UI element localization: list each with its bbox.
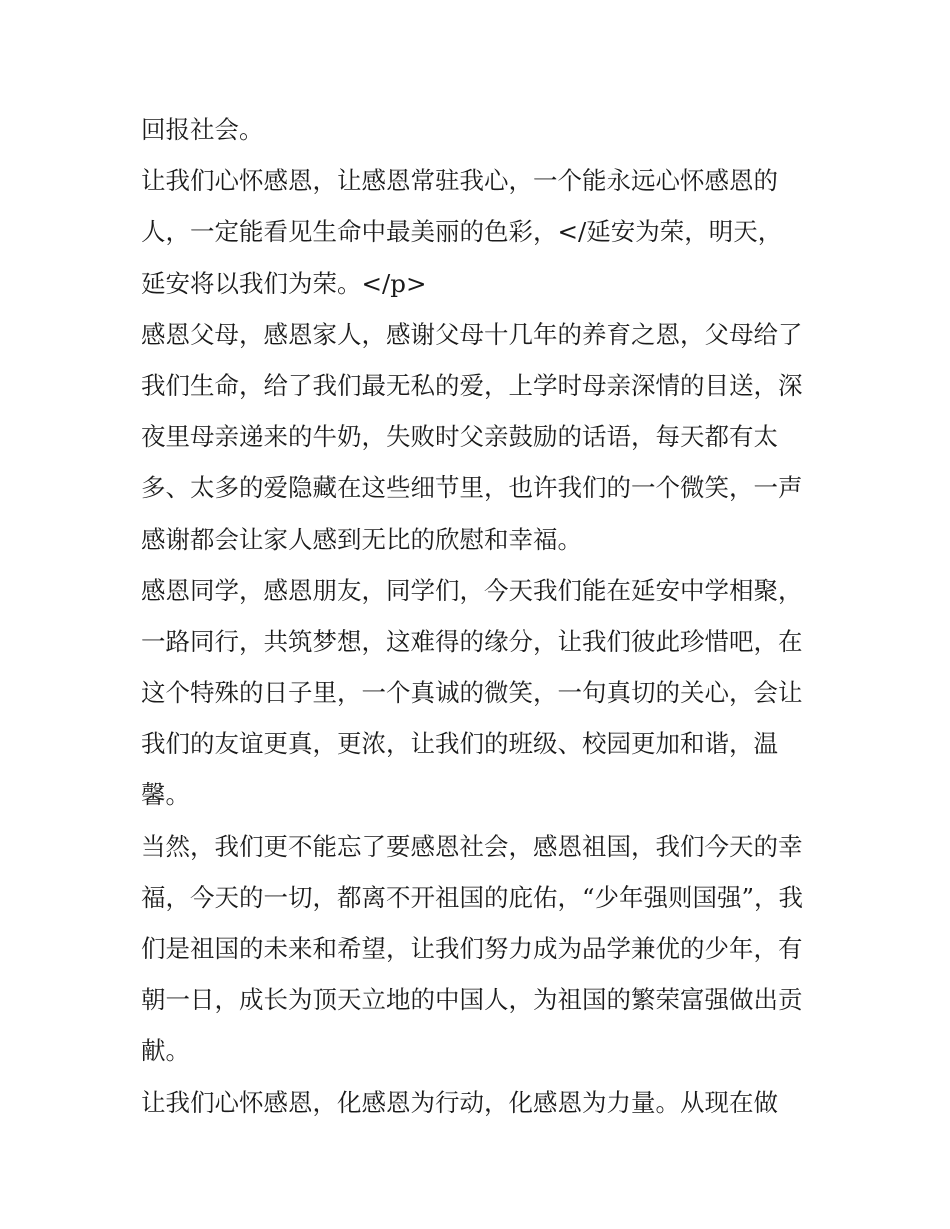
text-line: 多、太多的爱隐藏在这些细节里，也许我们的一个微笑，一声 xyxy=(141,473,803,503)
text-line: 福，今天的一切，都离不开祖国的庇佑，“少年强则国强”，我 xyxy=(141,882,804,912)
text-line: 我们的友谊更真，更浓，让我们的班级、校园更加和谐，温 xyxy=(141,729,778,759)
text-line: 朝一日，成长为顶天立地的中国人，为祖国的繁荣富强做出贡 xyxy=(141,985,803,1015)
text-line: 延安将以我们为荣。</p> xyxy=(141,268,427,298)
text-line: 一路同行，共筑梦想，这难得的缘分，让我们彼此珍惜吧，在 xyxy=(141,626,803,656)
text-line: 回报社会。 xyxy=(141,115,264,144)
body-text xyxy=(141,104,821,1128)
text-line: 献。 xyxy=(141,1036,190,1066)
text-line: 们是祖国的未来和希望，让我们努力成为品学兼优的少年，有 xyxy=(141,934,803,963)
text-line: 馨。 xyxy=(141,780,190,810)
text-line: 当然，我们更不能忘了要感恩社会，感恩祖国，我们今天的幸 xyxy=(141,831,803,861)
text-line: 这个特殊的日子里，一个真诚的微笑，一句真切的关心，会让 xyxy=(141,678,803,708)
text-line: 我们生命，给了我们最无私的爱，上学时母亲深情的目送，深 xyxy=(141,370,803,400)
text-line: 感恩父母，感恩家人，感谢父母十几年的养育之恩，父母给了 xyxy=(141,319,803,349)
text-line: 感谢都会让家人感到无比的欣慰和幸福。 xyxy=(141,524,582,554)
text-line: 感恩同学，感恩朋友，同学们，今天我们能在延安中学相聚， xyxy=(141,575,803,605)
text-line: 夜里母亲递来的牛奶，失败时父亲鼓励的话语，每天都有太 xyxy=(141,422,778,452)
text-line: 让我们心怀感恩，化感恩为行动，化感恩为力量。从现在做 xyxy=(141,1087,778,1117)
text-line: 让我们心怀感恩，让感恩常驻我心，一个能永远心怀感恩的 xyxy=(141,166,778,196)
text-line: 人，一定能看见生命中最美丽的色彩，</延安为荣，明天， xyxy=(141,217,783,247)
